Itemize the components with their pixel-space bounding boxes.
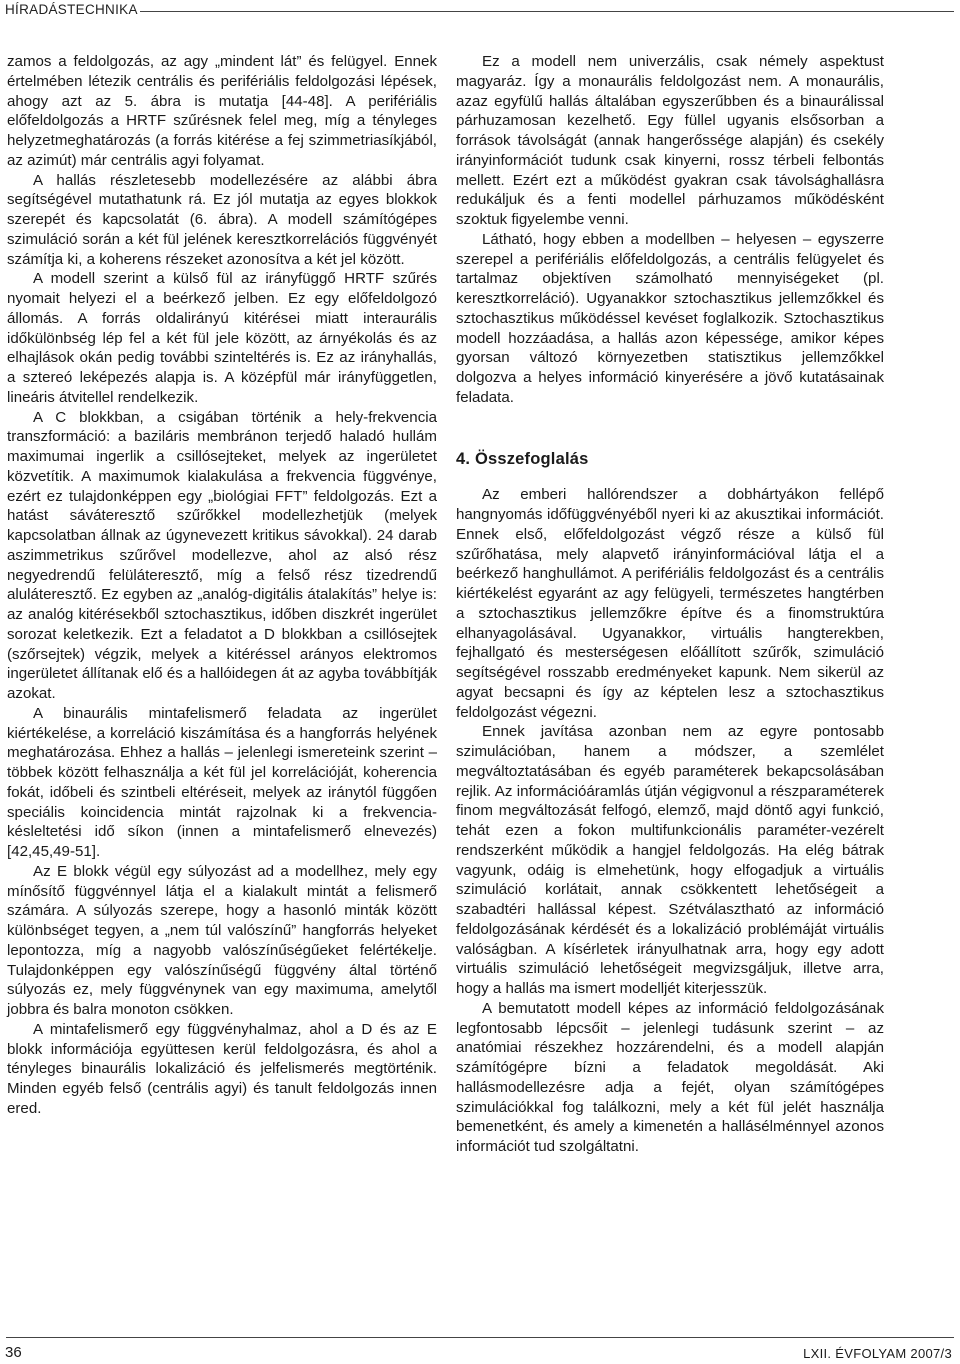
- paragraph: Ennek javítása azonban nem az egyre pontosabb szimulációban, hanem a módszer, a szemlélet megváltoztatásában és egyéb paraméterek bekapcsolásában rejlik. Az információáramlás útján végigvonul a részparaméterek finom megváltozását felfogó, elemző, majd döntő agyi funkció, tehát ezen a fokon multifunkcionális paraméter-vezérelt rendszerként működik a hangjel feldolgozás. Ha elég bátrak vagyunk, odáig is elmehetünk, hogy elfogadjuk a virtuális szimuláció korlátait, annak csökkentett lehetőségeit a szabadtéri hallással képest. Szétválasztható az információ feldolgozásának kérdését és a lokalizáció problémáját virtuális valóságban. A kísérletek irányulhatnak arra, hogy egy adott virtuális szimuláció lehetőségeit megvizsgáljuk, illetve arra, hogy a hallás ma ismert modelljét kiterjesszük.: [456, 723, 884, 997]
- footer-rule: [6, 1337, 954, 1338]
- paragraph: A binaurális mintafelismerő feladata az ingerület kiértékelése, a korreláció kiszámítása és a hangforrás helyének meghatározása. Ehhez a hallás – jelenlegi ismereteink szerint – többek között felhasználja a két fül jel korrelációját, koherencia fokát, időbeli és szintbeli eltéréseit, melyek az iránytól függően speciális koincidencia mintát rajzolnak ki a frekvencia-késleltetési idő síkon (innen a mintafelismerő elnevezés) [42,45,49-51].: [7, 704, 437, 860]
- section-heading: 4. Összefoglalás: [456, 449, 589, 468]
- journal-issue: LXII. ÉVFOLYAM 2007/3: [803, 1346, 952, 1361]
- paragraph: Ez a modell nem univerzális, csak némely aspektust magyaráz. Így a monaurális feldolgozást nem. A monaurális, azaz egyfülű hallás általában egyszerűbben és a binaurálissal párhuzamosan kezelhető. Egy füllel ugyanis elsősorban a források távolságát (annak hangerőssége alapján) és csekély irányinformációt tudunk csak kinyerni, rossz térbeli felbontás mellett. Ezért ezt a működést gyakran csak távolsághallásra redukáljuk és a fenti modellel párhuzamos működésként szoktuk figyelembe venni.: [456, 53, 884, 228]
- paragraph: A C blokkban, a csigában történik a hely-frekvencia transzformáció: a baziláris membránon terjedő haladó hullám maximumai ingerlik a csillósejteket, melyek az ingerületet közvetítik. A maximumok kialakulása a frekvencia függvénye, ezért ez tulajdonképpen egy „biológiai FFT” feldolgozás. Ezt a hatást sáváteresztő szűrőkkel modellezhetjük (melyek kapcsolatban állnak az úgynevezett kritikus sávokkal). 24 darab aszimmetrikus szűrővel modellezve, ahol az alsó rész negyedrendű felüláteresztő, míg a felső rész tizedrendű aluláteresztő. Ez egyben az „analóg-digitális átalakítás” helye is: az analóg kitérésekből sztochasztikus, időben diszkrét ingerület sorozat keletkezik. Ezt a feladatot a D blokkban a csillósejtek (szőrsejtek) végzik, melyek a kitéréssel arányos elektromos ingerületet állítanak elő és a hallóidegen át az agyba továbbítják azokat.: [7, 408, 437, 702]
- paragraph: A bemutatott modell képes az információ feldolgozásának legfontosabb lépcsőit – jelenlegi tudásunk szerint – az anatómiai részekhez hozzárendelni, és a modell alapján számítógépre bízni a feladatok megoldását. Aki hallásmodellezésre adja a fejét, olyan számítógépes szimulációkkal fog találkozni, mely a két fül jelét használja bemenetként, és amely a kimenetén a hallásélménnyel azonos információt tud szolgáltatni.: [456, 999, 884, 1155]
- page-number: 36: [5, 1344, 22, 1361]
- paragraph: A hallás részletesebb modellezésére az alábbi ábra segítségével mutathatunk rá. Ez jól mutatja az egyes blokkok szerepét és kapcsolatát (6. ábra). A modell számítógépes szimuláció során a két fül jelének keresztkorrelációs függvényét számítja ki, a koherens részeket azonosítva a két jel között.: [7, 171, 437, 268]
- right-column: [456, 52, 884, 1157]
- paragraph: zamos a feldolgozás, az agy „mindent lát” és felügyel. Ennek értelmében létezik centrális és perifériális feldolgozási lépések, ahogy azt az 5. ábra is mutatja [44-48]. A perifériális előfeldolgozás a HRTF szűrésnek felel meg, míg a tényleges helyzetmeghatározás (a forrás kitérése a fej szimmetriasíkjából, az azimút) már centrális agyi folyamat.: [7, 53, 437, 169]
- left-column: [7, 52, 437, 1119]
- paragraph: Az E blokk végül egy súlyozást ad a modellhez, mely egy mínősítő függvénnyel látja el a kialakult mintát a felismerő számára. A súlyozás szerepe, hogy a hasonló minták között különbséget tegyen, a „nem túl valószínű” hangforrás helyeket lepontozza, míg a nagyobb valószínűségűeket felértékelje. Tulajdonképpen egy valószínűségű függvény által történő súlyozás ez, mely függvénynek van egy maximuma, amelytől jobbra és balra monoton csökken.: [7, 862, 437, 1018]
- header-rule: [140, 11, 954, 12]
- paragraph: Az emberi hallórendszer a dobhártyákon fellépő hangnyomás időfüggvényéből nyeri ki az akusztikai információt. Ennek első, előfeldolgozást végző része a külső fül szűrőhatása, mely alapvető irányinformációval látja el a beérkező hanghullámot. A perifériális feldolgozást és a centrális kiértékelést egyaránt az agy felügyeli, természetes hangtérben a sztochasztikus jellemzőkre építve és a finomstruktúra elhanyagolásával. Ugyanakkor, virtuális hangterekben, fejhallgató és mesterségesen előállított szűrők, szimuláció segítségével rosszabb eredményeket kapunk. Nem sikerül az agyat becsapni és így az képtelen lesz a sztochasztikus feldolgozást végezni.: [456, 486, 884, 721]
- paragraph: A modell szerint a külső fül az irányfüggő HRTF szűrés nyomait helyezi el a beérkező jelben. Ez egy előfeldolgozó állomás. A forrás oldalirányú kitérései miatt interaurális időkülönbség lép fel a két fül jele között, az árnyékolás és az elhajlások okán pedig további szinteltérés is. Ez az irányhallás, a sztereó leképezés alapja is. A középfül már irányfüggetlen, lineáris átvitellel rendelkezik.: [7, 270, 437, 406]
- paragraph: Látható, hogy ebben a modellben – helyesen – egyszerre szerepel a perifériális előfeldolgozás, a centrális felügyelet és tartalmaz objektíven számolható mennyiségeket (pl. keresztkorreláció). Ugyanakkor sztochasztikus jellemzőkkel és sztochasztikus működéssel kevéset foglalkozik. Sztochasztikus modell hozzáadása, a hallás azon képessége, amikor képes gyorsan változó környezetben statisztikus jellemzőkkel dolgozva a helyes információ kinyerésére a jövő kutatásainak feladata.: [456, 230, 884, 406]
- paragraph: A mintafelismerő egy függvényhalmaz, ahol a D és az E blokk információja együttesen kerül feldolgozásra, és ahol a tényleges binaurális lokalizáció és jelfelismerés megtörténik. Minden egyéb felső (centrális agyi) és tanult feldolgozás innen ered.: [7, 1020, 437, 1117]
- journal-section-header: HÍRADÁSTECHNIKA: [5, 2, 138, 17]
